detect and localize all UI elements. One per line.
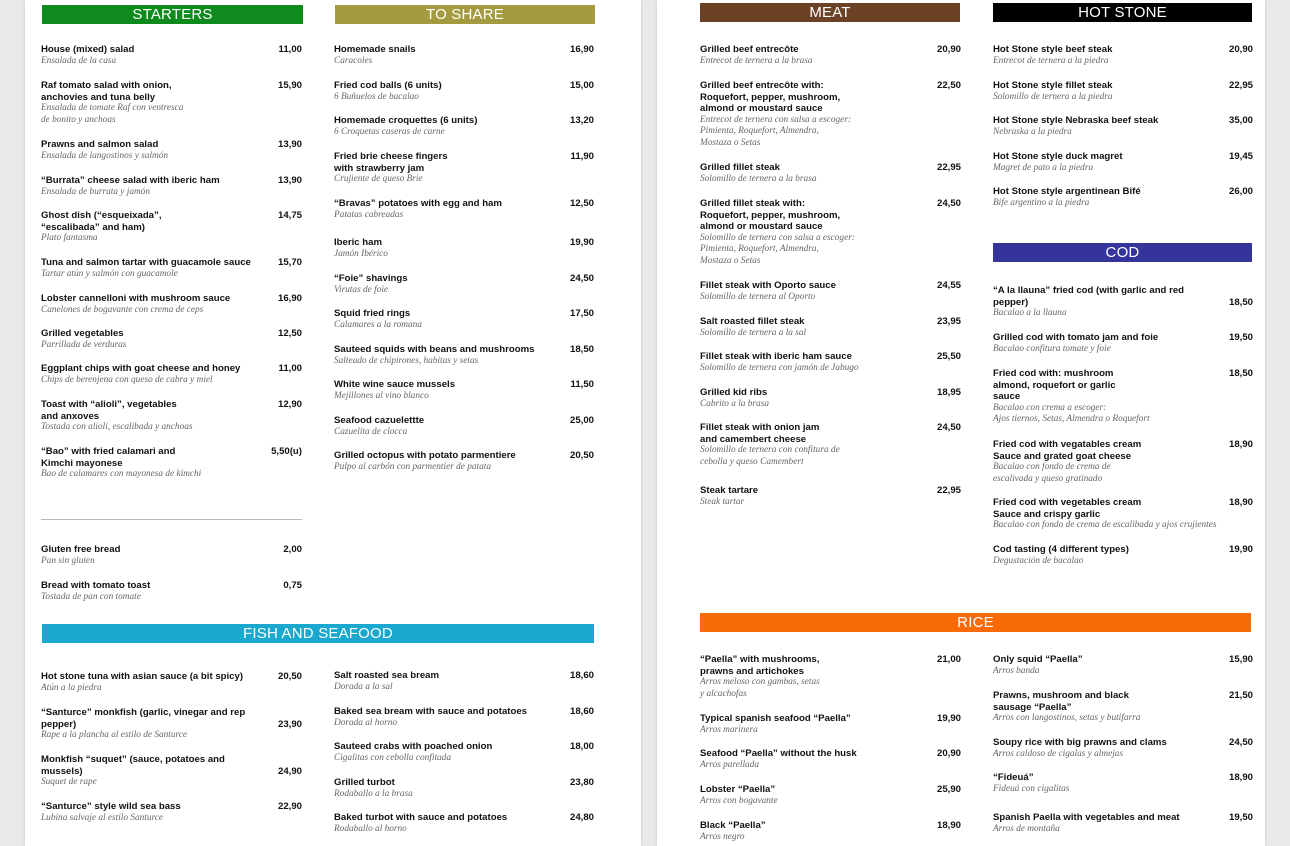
menu-item-description: Entrecot de ternera a la piedra xyxy=(993,55,1109,66)
menu-item-name: Fried cod with vegatables cream Sauce and grated goat cheese xyxy=(993,439,1142,462)
menu-item-price: 18,90 xyxy=(1228,772,1253,783)
menu-item xyxy=(700,713,890,736)
menu-item xyxy=(334,344,554,367)
menu-item-price: 12,50 xyxy=(277,328,302,339)
menu-item-description: Solomillo de ternera con salsa a escoger: Pimienta, Roquefort, Almendra, Mostaza o Setas xyxy=(700,232,855,266)
menu-item-description: Solomillo de ternera a la sal xyxy=(700,327,807,338)
menu-item-description: Atún a la piedra xyxy=(41,682,102,693)
menu-item-description: Rape a la plancha al estilo de Santurce xyxy=(41,730,188,740)
menu-item-price: 19,45 xyxy=(1228,151,1253,162)
menu-item-description: Degustación de bacalao xyxy=(993,555,1084,566)
menu-item-price: 22,50 xyxy=(936,80,961,91)
menu-item-description: Cigalitas con cebolla confitada xyxy=(334,752,451,763)
menu-item-price: 24,50 xyxy=(936,198,961,209)
menu-item xyxy=(700,422,900,468)
menu-item-description: Tostada con alioli, escalibada y anchoas xyxy=(41,422,193,432)
menu-item xyxy=(334,670,554,693)
menu-item xyxy=(700,387,900,410)
menu-item-price: 20,50 xyxy=(277,671,302,682)
menu-item xyxy=(700,784,890,807)
menu-item-name: Squid fried rings xyxy=(334,308,411,319)
menu-item-name: Fried cod balls (6 units) xyxy=(334,80,442,91)
menu-item xyxy=(334,812,554,835)
menu-item-price: 21,50 xyxy=(1228,690,1253,701)
menu-item-description: Parrillada de verduras xyxy=(41,339,127,350)
menu-item-price: 24,50 xyxy=(936,422,961,433)
menu-item-description: Chips de berenjena con queso de cabra y miel xyxy=(41,374,213,385)
menu-item-name: Monkfish “suquet” (sauce, potatoes and mussels) xyxy=(41,754,225,777)
menu-item xyxy=(993,115,1213,138)
menu-item xyxy=(700,654,890,700)
menu-item-description: Patatas cabreadas xyxy=(334,209,404,220)
menu-item-name: Toast with “alioli”, vegetables and anxoves xyxy=(41,399,177,422)
menu-item-name: House (mixed) salad xyxy=(41,44,135,55)
menu-item-description: Bacalao con fondo de crema de escalivada y queso gratinado xyxy=(993,462,1111,484)
menu-item-description: Crujiente de queso Brie xyxy=(334,174,423,184)
menu-item-description: Arros parellada xyxy=(700,759,759,770)
menu-item xyxy=(993,654,1213,677)
menu-item-price: 18,00 xyxy=(569,741,594,752)
menu-item-name: “Foie” shavings xyxy=(334,273,408,284)
menu-item-price: 11,00 xyxy=(278,44,302,55)
menu-item-description: Bife argentino a la piedra xyxy=(993,197,1090,208)
menu-item-description: Arros caldoso de cigalas y almejas xyxy=(993,748,1124,759)
menu-item-name: Fried cod with: mushroom almond, roquefort or garlic sauce xyxy=(993,368,1116,402)
menu-item-description: Entrecot de ternera con salsa a escoger: Pimienta, Roquefort, Almendra, Mostaza o Setas xyxy=(700,114,851,148)
menu-item xyxy=(41,580,261,603)
menu-item-description: Ensalada de tomate Raf con ventresca de bonito y anchoas xyxy=(41,103,184,125)
menu-item-price: 11,90 xyxy=(570,151,594,162)
menu-item xyxy=(700,280,900,303)
menu-item-name: “Santurce” style wild sea bass xyxy=(41,801,181,812)
menu-item-name: Fried brie cheese fingers with strawberry jam xyxy=(334,151,448,174)
menu-item-description: 6 Croquetas caseras de carne xyxy=(334,126,445,137)
menu-item-description: Pulpo al carbón con parmentier de patata xyxy=(334,461,491,472)
menu-item-name: Raf tomato salad with onion, anchovies and tuna belly xyxy=(41,80,172,103)
menu-item-name: Grilled vegetables xyxy=(41,328,124,339)
menu-item-name: Hot stone tuna with asian sauce (a bit spicy) xyxy=(41,671,244,682)
menu-item-price: 5,50(u) xyxy=(271,446,302,457)
menu-item-name: Bread with tomato toast xyxy=(41,580,151,591)
menu-item-price: 18,60 xyxy=(569,670,594,681)
menu-item-description: 6 Buñuelos de bacalao xyxy=(334,91,419,102)
menu-item-description: Solomillo de ternera con confitura de cebolla y queso Camembert xyxy=(700,445,840,467)
menu-item-description: Cabrito a la brasa xyxy=(700,398,769,409)
menu-item-name: Hot Stone style Nebraska beef steak xyxy=(993,115,1159,126)
menu-item xyxy=(993,44,1213,67)
menu-item-price: 16,90 xyxy=(569,44,594,55)
menu-item xyxy=(700,351,900,374)
menu-item-price: 22,95 xyxy=(936,485,961,496)
menu-item-name: Black “Paella” xyxy=(700,820,766,831)
menu-item-name: Eggplant chips with goat cheese and honey xyxy=(41,363,241,374)
menu-item-name: Grilled kid ribs xyxy=(700,387,768,398)
menu-item-description: Arros banda xyxy=(993,665,1040,676)
menu-item-price: 16,90 xyxy=(277,293,302,304)
menu-item xyxy=(993,772,1213,795)
menu-item-price: 19,90 xyxy=(936,713,961,724)
menu-item-description: Plato fantasma xyxy=(41,233,98,243)
menu-item-name: Tuna and salmon tartar with guacamole sauce xyxy=(41,257,251,268)
menu-item-price: 19,90 xyxy=(569,237,594,248)
menu-item-price: 20,50 xyxy=(569,450,594,461)
menu-item-description: Arros negro xyxy=(700,831,745,842)
menu-item-name: “Santurce” monkfish (garlic, vinegar and rep pepper) xyxy=(41,707,246,730)
menu-item xyxy=(41,544,261,567)
menu-item-price: 23,80 xyxy=(569,777,594,788)
menu-item-price: 19,90 xyxy=(1228,544,1253,555)
menu-item xyxy=(700,198,900,267)
menu-item-name: Iberic ham xyxy=(334,237,382,248)
menu-item xyxy=(41,671,271,694)
menu-item xyxy=(993,151,1213,174)
menu-item xyxy=(993,690,1213,725)
menu-item-description: Virutas de foie xyxy=(334,284,389,295)
menu-item xyxy=(700,748,890,771)
menu-item-price: 20,90 xyxy=(936,748,961,759)
menu-item-price: 25,50 xyxy=(936,351,961,362)
menu-item-price: 26,00 xyxy=(1228,186,1253,197)
menu-item-price: 18,95 xyxy=(936,387,961,398)
menu-item-name: Fried cod with vegetables cream Sauce and crispy garlic xyxy=(993,497,1142,520)
cod-section-header: COD xyxy=(993,243,1252,262)
menu-item-name: Fillet steak with iberic ham sauce xyxy=(700,351,852,362)
menu-item-name: Salt roasted fillet steak xyxy=(700,316,805,327)
menu-page-right xyxy=(657,0,1265,846)
menu-item-description: Solomillo de ternera a la brasa xyxy=(700,173,817,184)
menu-item xyxy=(334,706,554,729)
menu-item-price: 18,90 xyxy=(1228,439,1253,450)
menu-item-price: 12,90 xyxy=(277,399,302,410)
menu-item-name: Soupy rice with big prawns and clams xyxy=(993,737,1167,748)
menu-item-name: Grilled beef entrecôte xyxy=(700,44,799,55)
menu-item xyxy=(993,186,1213,209)
menu-item-name: “Burrata” cheese salad with iberic ham xyxy=(41,175,220,186)
menu-item-name: “Bravas” potatoes with egg and ham xyxy=(334,198,502,209)
menu-item-description: Arros marinera xyxy=(700,724,758,735)
menu-item-price: 24,55 xyxy=(936,280,961,291)
menu-item-name: Ghost dish (“esqueixada”, “escalibada” and ham) xyxy=(41,210,162,233)
menu-item-price: 18,50 xyxy=(569,344,594,355)
menu-item xyxy=(334,450,554,473)
menu-item-price: 15,90 xyxy=(1228,654,1253,665)
menu-item-name: “Bao” with fried calamari and Kimchi mayonese xyxy=(41,446,176,469)
menu-item-price: 2,00 xyxy=(283,544,302,555)
menu-item-price: 21,00 xyxy=(936,654,961,665)
menu-item-price: 22,90 xyxy=(277,801,302,812)
menu-item-price: 13,90 xyxy=(277,139,302,150)
menu-item-price: 23,95 xyxy=(936,316,961,327)
menu-item-name: Salt roasted sea bream xyxy=(334,670,440,681)
menu-item-price: 18,60 xyxy=(569,706,594,717)
menu-item xyxy=(334,198,554,221)
menu-item-description: Calamares a la romana xyxy=(334,319,422,330)
menu-item-name: Sauteed crabs with poached onion xyxy=(334,741,493,752)
menu-item xyxy=(334,741,554,764)
menu-item-price: 18,50 xyxy=(1228,368,1253,379)
menu-item-description: Rodaballo al horno xyxy=(334,823,407,834)
menu-item-name: Cod tasting (4 different types) xyxy=(993,544,1129,555)
menu-item-price: 18,90 xyxy=(936,820,961,831)
menu-item-description: Rodaballo a la brasa xyxy=(334,788,413,799)
menu-item-description: Bacalao con crema a escoger: Ajos tiernos, Setas, Almendra o Roquefort xyxy=(993,402,1150,424)
menu-item xyxy=(334,237,554,260)
fish-section-header: FISH AND SEAFOOD xyxy=(42,624,594,643)
menu-item-price: 19,50 xyxy=(1228,332,1253,343)
menu-item-price: 20,90 xyxy=(1228,44,1253,55)
menu-item-name: Homemade croquettes (6 units) xyxy=(334,115,478,126)
menu-item-name: Only squid “Paella” xyxy=(993,654,1083,665)
menu-item-price: 24,90 xyxy=(277,766,302,777)
menu-item-name: Grilled beef entrecôte with: Roquefort, pepper, mushroom, almond or moustard sauce xyxy=(700,80,841,114)
menu-item-price: 24,50 xyxy=(1228,737,1253,748)
menu-item xyxy=(700,80,900,149)
menu-item-description: Ensalada de burrata y jamón xyxy=(41,186,150,197)
menu-item-price: 17,50 xyxy=(569,308,594,319)
menu-item-name: Spanish Paella with vegetables and meat xyxy=(993,812,1180,823)
menu-item-description: Fideuá con cigalitas xyxy=(993,783,1070,794)
menu-item-price: 13,90 xyxy=(277,175,302,186)
menu-item-description: Pan sin gluten xyxy=(41,555,95,566)
menu-item-description: Bacalao con fondo de crema de escalibada y ajos crujientes xyxy=(993,520,1217,530)
menu-item-price: 23,90 xyxy=(277,719,302,730)
menu-item xyxy=(700,485,900,508)
menu-item-price: 19,50 xyxy=(1228,812,1253,823)
menu-item-name: “Fideuá” xyxy=(993,772,1034,783)
menu-item-description: Steak tartar xyxy=(700,496,745,507)
menu-item-price: 11,00 xyxy=(278,363,302,374)
menu-item xyxy=(41,754,271,789)
menu-item xyxy=(993,737,1213,760)
menu-item-description: Solomillo de ternera al Oporto xyxy=(700,291,816,302)
menu-item-description: Arros meloso con gambas, setas y alcachofas xyxy=(700,677,820,699)
menu-item-name: Fillet steak with Oporto sauce xyxy=(700,280,836,291)
menu-item-description: Solomillo de ternera a la piedra xyxy=(993,91,1113,102)
menu-item-name: Lobster “Paella” xyxy=(700,784,776,795)
menu-item-name: “Paella” with mushrooms, prawns and artichokes xyxy=(700,654,820,677)
meat-section-header: MEAT xyxy=(700,3,960,22)
menu-item-description: Nebraska a la piedra xyxy=(993,126,1072,137)
menu-item-description: Ensalada de la casa xyxy=(41,55,117,66)
menu-item-name: Homemade snails xyxy=(334,44,416,55)
menu-item-price: 22,95 xyxy=(936,162,961,173)
menu-item-description: Bacalao a la llauna xyxy=(993,308,1067,318)
menu-item-description: Salteado de chipirones, habitas y setas xyxy=(334,355,479,366)
menu-item-name: Hot Stone style duck magret xyxy=(993,151,1123,162)
menu-item xyxy=(334,415,554,438)
menu-item-description: Bao de calamares con mayonesa de kimchi xyxy=(41,469,202,479)
menu-item-price: 12,50 xyxy=(569,198,594,209)
menu-item-name: Grilled octopus with potato parmentiere xyxy=(334,450,516,461)
menu-item xyxy=(334,44,554,67)
menu-item xyxy=(334,115,554,138)
menu-page-left xyxy=(25,0,641,846)
menu-item-description: Entrecot de ternera a la brasa xyxy=(700,55,813,66)
menu-item-name: Steak tartare xyxy=(700,485,759,496)
menu-item-name: Baked turbot with sauce and potatoes xyxy=(334,812,508,823)
rice-section-header: RICE xyxy=(700,613,1251,632)
menu-item-name: Sauteed squids with beans and mushrooms xyxy=(334,344,535,355)
menu-item-name: Hot Stone style fillet steak xyxy=(993,80,1113,91)
menu-item xyxy=(334,151,554,186)
menu-item-name: “A la llauna” fried cod (with garlic and red pepper) xyxy=(993,285,1185,308)
starters-section-header: STARTERS xyxy=(42,5,303,24)
menu-item-description: Lubina salvaje al estilo Santurce xyxy=(41,812,164,823)
menu-item-price: 25,00 xyxy=(569,415,594,426)
menu-item-description: Solomillo de ternera con jamón de Jabugo xyxy=(700,362,859,373)
menu-item-description: Arros con langostinos, setas y butifarra xyxy=(993,713,1141,723)
menu-item-description: Caracoles xyxy=(334,55,373,66)
menu-item xyxy=(993,812,1213,835)
menu-item-name: Prawns and salmon salad xyxy=(41,139,159,150)
menu-item-name: Typical spanish seafood “Paella” xyxy=(700,713,851,724)
menu-item-price: 24,80 xyxy=(569,812,594,823)
menu-item xyxy=(700,162,900,185)
menu-item xyxy=(700,820,890,843)
menu-item-description: Suquet de rape xyxy=(41,777,97,787)
menu-item-price: 11,50 xyxy=(570,379,594,390)
menu-item-description: Bacalao confitura tomate y foie xyxy=(993,343,1111,354)
menu-item-description: Ensalada de langostinos y salmón xyxy=(41,150,169,161)
menu-item-description: Arros de montaña xyxy=(993,823,1060,834)
menu-item xyxy=(334,273,554,296)
menu-item-name: Grilled fillet steak with: Roquefort, pepper, mushroom, almond or moustard sauce xyxy=(700,198,841,232)
menu-item xyxy=(700,316,900,339)
menu-item-description: Magret de pato a la piedra xyxy=(993,162,1094,173)
menu-item-description: Mejillones al vino blanco xyxy=(334,390,429,401)
menu-item-description: Cazuelita de clocca xyxy=(334,426,408,437)
menu-item xyxy=(993,80,1213,103)
menu-item-price: 35,00 xyxy=(1228,115,1253,126)
menu-item-name: Lobster cannelloni with mushroom sauce xyxy=(41,293,231,304)
to-share-section-header: TO SHARE xyxy=(335,5,595,24)
menu-item-description: Dorada a la sal xyxy=(334,681,393,692)
menu-item-description: Arros con bogavante xyxy=(700,795,778,806)
menu-item-name: Fillet steak with onion jam and camembert cheese xyxy=(700,422,820,445)
menu-item-name: Prawns, mushroom and black sausage “Paella” xyxy=(993,690,1129,713)
menu-item xyxy=(334,80,554,103)
menu-item-name: Hot Stone style argentinean Bifé xyxy=(993,186,1141,197)
menu-item-name: Seafood cazuelettte xyxy=(334,415,425,426)
menu-item-price: 24,50 xyxy=(569,273,594,284)
menu-item-price: 18,90 xyxy=(1228,497,1253,508)
menu-item xyxy=(41,801,271,824)
menu-item-name: Seafood “Paella” without the husk xyxy=(700,748,857,759)
menu-item-name: Grilled turbot xyxy=(334,777,395,788)
menu-item xyxy=(41,707,271,742)
menu-item-description: Canelones de bogavante con crema de ceps xyxy=(41,304,204,315)
menu-item-price: 15,90 xyxy=(277,80,302,91)
menu-item xyxy=(334,777,554,800)
menu-item-price: 13,20 xyxy=(569,115,594,126)
menu-item-price: 15,00 xyxy=(569,80,594,91)
menu-item-price: 0,75 xyxy=(283,580,302,591)
menu-item-name: White wine sauce mussels xyxy=(334,379,456,390)
menu-item-price: 25,90 xyxy=(936,784,961,795)
menu-item-name: Baked sea bream with sauce and potatoes xyxy=(334,706,528,717)
menu-item-price: 22,95 xyxy=(1228,80,1253,91)
menu-item-price: 14,75 xyxy=(277,210,302,221)
menu-item-description: Dorada al horno xyxy=(334,717,398,728)
menu-item-price: 18,50 xyxy=(1228,297,1253,308)
menu-item-description: Jamón Ibérico xyxy=(334,248,388,259)
section-divider xyxy=(41,519,302,520)
menu-item-description: Tartar atún y salmón con guacamole xyxy=(41,268,178,279)
menu-item-name: Grilled cod with tomato jam and foie xyxy=(993,332,1159,343)
hot-stone-section-header: HOT STONE xyxy=(993,3,1252,22)
menu-item-description: Tostada de pan con tomate xyxy=(41,591,141,602)
menu-item xyxy=(334,379,554,402)
menu-item-price: 20,90 xyxy=(936,44,961,55)
menu-item-name: Grilled fillet steak xyxy=(700,162,780,173)
menu-item xyxy=(700,44,900,67)
menu-item-name: Hot Stone style beef steak xyxy=(993,44,1113,55)
menu-item xyxy=(334,308,554,331)
menu-item-price: 15,70 xyxy=(277,257,302,268)
menu-item-name: Gluten free bread xyxy=(41,544,121,555)
